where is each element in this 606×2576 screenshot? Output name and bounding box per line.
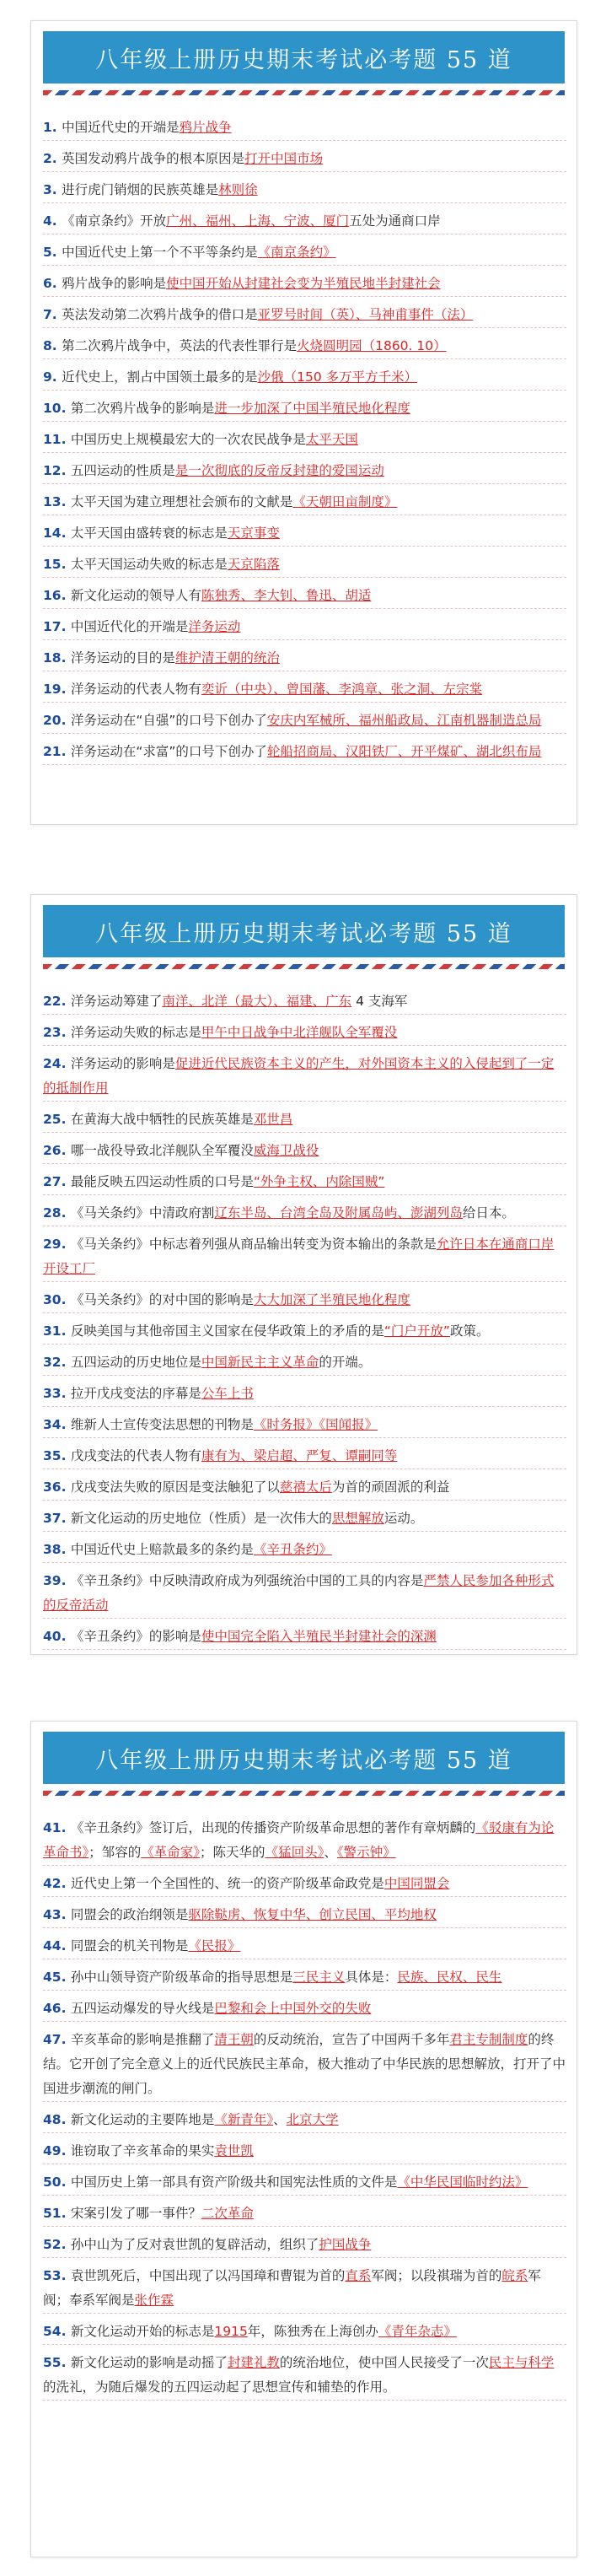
question-number: 38. [43,1542,71,1557]
question-item [43,1170,566,1195]
question-text: 戊戌变法的代表人物有 [70,1448,201,1463]
question-text: 的反动统治，宣告了中国两千多年 [253,2032,450,2047]
answer-text: 奕䜣（中央）、曾国藩、李鸿章、张之洞、左宗棠 [201,682,483,697]
question-number: 16. [43,588,71,603]
question-item [43,1997,566,2022]
answer-text: 中国同盟会 [383,1876,450,1891]
answer-text: 《天朝田亩制度》 [292,494,398,509]
question-text: 洋务运动的目的是 [70,650,175,666]
card-title-banner: 八年级上册历史期末考试必考题 55 道 [43,31,565,84]
question-number: 15. [43,557,71,572]
answer-text: 甲午中日战争中北洋舰队全军覆没 [201,1025,398,1040]
question-text: 具体是： [345,1970,398,1985]
question-item [43,2233,566,2258]
question-number: 35. [43,1448,71,1463]
question-number: 36. [43,1479,71,1495]
question-item [43,396,566,422]
answer-text: 鸦片战争 [179,120,232,135]
answer-text: 天京陷落 [227,557,280,572]
answer-text: “门户开放” [383,1323,450,1339]
question-text: 反映美国与其他帝国主义国家在侵华政策上的矛盾的是 [70,1323,384,1339]
question-list [31,95,577,779]
question-text: 拉开戊戌变法的序幕是 [70,1386,201,1401]
question-number: 18. [43,650,71,666]
question-item [43,334,566,359]
question-text: 新文化运动的影响是动摇了 [70,2355,228,2370]
question-text: 洋务运动的代表人物有 [70,682,201,697]
answer-text: 民主与科学 [488,2355,555,2370]
quiz-card-3 [30,1721,577,2557]
answer-text: 广州、福州、上海、宁波、厦门 [166,213,350,229]
question-text: 军阀；以段祺瑞为首的 [371,2268,502,2283]
answer-text: 严禁人民参加各种形式的反帝活动 [43,1573,555,1613]
question-number: 48. [43,2112,71,2127]
answer-text: 护国战争 [319,2237,372,2252]
question-text: 洋务运动在“求富”的口号下创办了 [70,744,267,759]
question-number: 6. [43,276,62,291]
question-item [43,1232,566,1282]
question-list [31,1796,577,2415]
question-item [43,209,566,234]
question-item [43,2108,566,2133]
question-text: 太平天国为建立理想社会颁布的文献是 [70,494,293,509]
question-text: 中国近代史的开端是 [62,120,180,135]
question-number: 3. [43,182,62,197]
question-text: 英国发动鸦片战争的根本原因是 [62,151,245,166]
question-number: 8. [43,338,62,353]
question-item [43,2028,566,2102]
question-item [43,428,566,453]
question-number: 5. [43,245,62,260]
question-number: 7. [43,307,62,322]
question-text: 孙中山为了反对袁世凯的复辟活动，组织了 [70,2237,319,2252]
answer-text: 直系 [345,2268,372,2283]
card-title-banner: 八年级上册历史期末考试必考题 55 道 [43,905,565,957]
question-number: 39. [43,1573,71,1588]
question-item [43,365,566,391]
question-item [43,303,566,328]
answer-text: 张作霖 [134,2293,174,2308]
question-number: 4. [43,213,62,229]
question-text: 《南京条约》开放 [62,213,167,229]
question-text: 同盟会的政治纲领是 [70,1907,189,1922]
question-item [43,2139,566,2164]
question-number: 52. [43,2237,71,2252]
question-item [43,552,566,578]
question-number: 1. [43,120,62,135]
answer-text: 《南京条约》 [257,245,336,260]
answer-text: 驱除鞑虏、恢复中华、创立民国、平均地权 [188,1907,437,1922]
question-text: 谁窃取了辛亥革命的果实 [70,2143,215,2158]
answer-text: 轮船招商局、汉阳铁厂、开平煤矿、湖北织布局 [266,744,542,759]
quiz-card-1 [30,20,577,825]
question-number: 42. [43,1876,71,1891]
question-text: 《马关条约》中标志着列强从商品输出转变为资本输出的条款是 [70,1237,437,1252]
question-text: 政策。 [449,1323,490,1339]
question-text: 洋务运动的影响是 [70,1056,175,1071]
question-text: 孙中山领导资产阶级革命的指导思想是 [70,1970,293,1985]
question-text: 、 [324,1845,337,1860]
question-item [43,459,566,484]
question-text: 新文化运动开始的标志是 [70,2324,215,2339]
answer-text: 促进近代民族资本主义的产生，对外国资本主义的入侵起到了一定的抵制作用 [43,1056,555,1096]
question-item [43,709,566,734]
question-item [43,677,566,703]
answer-text: 康有为、梁启超、严复、谭嗣同等 [201,1448,398,1463]
question-text: 为首的顽固派的利益 [331,1479,450,1495]
question-item [43,1319,566,1345]
answer-text: 太平天国 [305,432,358,447]
question-text: 给日本。 [462,1205,515,1221]
question-item [43,584,566,609]
question-number: 24. [43,1056,71,1071]
answer-text: 中国新民主主义革命 [201,1355,319,1370]
answer-text: 皖系 [501,2268,528,2283]
answer-text: 《驳康有为论革命书》 [43,1820,555,1860]
question-number: 53. [43,2268,71,2283]
question-number: 41. [43,1820,71,1835]
question-number: 13. [43,494,71,509]
answer-text: 君主专制制度 [449,2032,528,2047]
question-number: 11. [43,432,71,447]
question-number: 23. [43,1025,71,1040]
answer-text: 是一次彻底的反帝反封建的爱国运动 [174,463,384,478]
question-item [43,1872,566,1897]
question-item [43,1201,566,1226]
question-text: 维新人士宣传变法思想的刊物是 [70,1417,254,1432]
answer-text: 陈独秀、李大钊、鲁迅、胡适 [201,588,372,603]
question-text: 《辛丑条约》的影响是 [70,1629,201,1644]
question-text: 戊戌变法失败的原因是变法触犯了以 [70,1479,280,1495]
question-item [43,2170,566,2196]
answer-text: 三民主义 [292,1970,346,1985]
question-list [31,969,577,1664]
question-item [43,2201,566,2227]
question-number: 30. [43,1292,71,1307]
answer-text: 大大加深了半殖民地化程度 [253,1292,410,1307]
question-number: 2. [43,151,62,166]
answer-text: 封建礼教 [227,2355,280,2370]
question-number: 47. [43,2032,71,2047]
question-text: 《马关条约》中清政府割 [70,1205,215,1221]
question-text: 宋案引发了哪一事件？ [70,2206,201,2221]
question-text: 洋务运动失败的标志是 [70,1025,201,1040]
question-number: 26. [43,1143,71,1158]
answer-text: 邓世昌 [253,1112,293,1127]
answer-text: 南洋、北洋（最大）、福建、广东 [162,994,352,1009]
question-item [43,1903,566,1928]
answer-text: 洋务运动 [188,619,241,634]
question-item [43,521,566,547]
question-text: 哪一战役导致北洋舰队全军覆没 [70,1143,254,1158]
question-item [43,272,566,297]
question-text: 中国近代史上赔款最多的条约是 [70,1542,254,1557]
answer-text: 辽东半岛、台湾全岛及附属岛屿、澎湖列岛 [214,1205,463,1221]
question-number: 27. [43,1174,71,1189]
question-number: 46. [43,2001,71,2016]
question-number: 40. [43,1629,71,1644]
question-item [43,2351,566,2401]
question-text: 4 支海军 [351,994,408,1009]
question-item [43,1934,566,1959]
question-item [43,615,566,640]
question-number: 51. [43,2206,71,2221]
answer-text: 安庆内军械所、福州船政局、江南机器制造总局 [266,713,542,728]
question-number: 29. [43,1237,71,1252]
question-text: 辛亥革命的影响是推翻了 [70,2032,215,2047]
answer-text: 《时务报》《国闻报》 [253,1417,378,1432]
question-text: 五四运动爆发的导火线是 [70,2001,215,2016]
question-text: 新文化运动的历史地位（性质）是一次伟大的 [70,1511,332,1526]
question-item [43,1506,566,1532]
question-item [43,1350,566,1376]
question-number: 49. [43,2143,71,2158]
question-text: 《辛丑条约》中反映清政府成为列强统治中国的工具的内容是 [70,1573,424,1588]
card-title-banner: 八年级上册历史期末考试必考题 55 道 [43,1732,565,1784]
question-number: 33. [43,1386,71,1401]
answer-text: 巴黎和会上中国外交的失败 [214,2001,372,2016]
question-number: 9. [43,369,62,385]
question-number: 20. [43,713,71,728]
question-text: 运动。 [383,1511,424,1526]
question-number: 50. [43,2175,71,2190]
question-item [43,1413,566,1438]
question-text: 中国历史上规模最宏大的一次农民战争是 [70,432,306,447]
question-text: 第二次鸦片战争的影响是 [70,401,215,416]
question-number: 25. [43,1112,71,1127]
answer-text: 公车上书 [201,1386,254,1401]
question-item [43,1107,566,1133]
question-text: 的统治地位，使中国人民接受了一次 [279,2355,489,2370]
question-item [43,740,566,765]
question-item [43,1021,566,1046]
answer-text: 清王朝 [214,2032,254,2047]
answer-text: 打开中国市场 [244,151,324,166]
question-number: 19. [43,682,71,697]
question-text: 五四运动的历史地位是 [70,1355,201,1370]
question-text: 《马关条约》的对中国的影响是 [70,1292,254,1307]
question-item [43,490,566,515]
answer-text: 亚罗号时间（英）、马神甫事件（法） [257,307,474,322]
question-item [43,1139,566,1164]
answer-text: 《中华民国临时约法》 [397,2175,528,2190]
question-text: 最能反映五四运动性质的口号是 [70,1174,254,1189]
question-item [43,1538,566,1563]
quiz-card-2 [30,894,577,1655]
question-item [43,147,566,172]
question-number: 10. [43,401,71,416]
question-item [43,2264,566,2314]
question-text: 进行虎门销烟的民族英雄是 [62,182,219,197]
question-text: 《辛丑条约》签订后，出现的传播资产阶级革命思想的著作有章炳麟的 [70,1820,476,1835]
question-text: 近代史上，割占中国领土最多的是 [62,369,258,385]
question-item [43,1965,566,1991]
question-text: 袁世凯死后，中国出现了以冯国璋和曹锟为首的 [70,2268,346,2283]
question-text: 洋务运动筹建了 [70,994,163,1009]
question-text: ；陈天华的 [200,1845,265,1860]
answer-text: 1915 [214,2324,248,2339]
question-number: 32. [43,1355,71,1370]
question-number: 12. [43,463,71,478]
question-text: 年，陈独秀在上海创办 [247,2324,378,2339]
question-number: 45. [43,1970,71,1985]
question-item [43,1288,566,1313]
question-number: 21. [43,744,71,759]
question-text: ；邹容的 [88,1845,142,1860]
question-item [43,240,566,266]
question-number: 14. [43,525,71,541]
answer-text: “外争主权、内除国贼” [253,1174,385,1189]
answer-text: 慈禧太后 [279,1479,332,1495]
question-text: 中国近代化的开端是 [70,619,189,634]
question-number: 22. [43,994,71,1009]
question-item [43,1569,566,1619]
answer-text: 北京大学 [286,2112,339,2127]
question-item [43,1816,566,1866]
question-text: 同盟会的机关刊物是 [70,1938,189,1954]
question-number: 43. [43,1907,71,1922]
answer-text: 进一步加深了中国半殖民地化程度 [214,401,410,416]
question-item [43,178,566,203]
answer-text: 《革命家》 [141,1845,201,1860]
answer-text: 使中国完全陷入半殖民半封建社会的深渊 [201,1629,437,1644]
question-number: 54. [43,2324,71,2339]
answer-text: 二次革命 [201,2206,254,2221]
answer-text: 天京事变 [227,525,280,541]
question-number: 55. [43,2355,71,2370]
question-text: 新文化运动的领导人有 [70,588,201,603]
question-item [43,2320,566,2345]
question-text: 太平天国由盛转衰的标志是 [70,525,228,541]
question-item [43,1625,566,1650]
question-item [43,646,566,671]
answer-text: 民族、民权、民生 [397,1970,502,1985]
question-number: 31. [43,1323,71,1339]
answer-text: 《警示钟》 [336,1845,396,1860]
answer-text: 允许日本在通商口岸开设工厂 [43,1237,555,1276]
question-text: 的终结。它开创了完全意义上的近代民族民主革命，极大推动了中华民族的思想解放，打开了中国进步潮流的闸门。 [43,2032,566,2096]
answer-text: 维护清王朝的统治 [174,650,280,666]
answer-text: 威海卫战役 [253,1143,319,1158]
question-text: 的开端。 [319,1355,372,1370]
question-item [43,1475,566,1501]
question-item [43,1382,566,1407]
answer-text: 思想解放 [331,1511,384,1526]
question-text: 新文化运动的主要阵地是 [70,2112,215,2127]
question-text: 鸦片战争的影响是 [62,276,167,291]
question-text: 中国历史上第一部具有资产阶级共和国宪法性质的文件是 [70,2175,398,2190]
question-text: 、 [273,2112,287,2127]
question-text: 军阀；奉系军阀是 [43,2268,541,2308]
question-text: 太平天国运动失败的标志是 [70,557,228,572]
question-number: 37. [43,1511,71,1526]
question-number: 17. [43,619,71,634]
question-number: 28. [43,1205,71,1221]
answer-text: 《新青年》 [214,2112,274,2127]
answer-text: 《青年杂志》 [378,2324,457,2339]
answer-text: 沙俄（150 多万平方千米） [257,369,418,385]
question-number: 44. [43,1938,71,1954]
question-text: 英法发动第二次鸦片战争的借口是 [62,307,258,322]
question-text: 的洗礼，为随后爆发的五四运动起了思想宣传和辅垫的作用。 [43,2379,396,2395]
question-item [43,1052,566,1102]
answer-text: 使中国开始从封建社会变为半殖民地半封建社会 [166,276,441,291]
question-text: 洋务运动在“自强”的口号下创办了 [70,713,267,728]
question-item [43,1444,566,1469]
question-number: 34. [43,1417,71,1432]
question-item [43,989,566,1015]
answer-text: 《猛回头》 [265,1845,324,1860]
question-text: 中国近代史上第一个不平等条约是 [62,245,258,260]
answer-text: 《民报》 [188,1938,241,1954]
answer-text: 火烧圆明园（1860. 10） [297,338,447,353]
answer-text: 林则徐 [218,182,258,197]
question-text: 五处为通商口岸 [349,213,441,229]
answer-text: 袁世凯 [214,2143,254,2158]
question-text: 在黄海大战中牺牲的民族英雄是 [70,1112,254,1127]
question-item [43,116,566,141]
question-text: 近代史上第一个全国性的、统一的资产阶级革命政党是 [70,1876,384,1891]
question-text: 第二次鸦片战争中，英法的代表性罪行是 [62,338,298,353]
answer-text: 《辛丑条约》 [253,1542,332,1557]
question-text: 五四运动的性质是 [70,463,175,478]
